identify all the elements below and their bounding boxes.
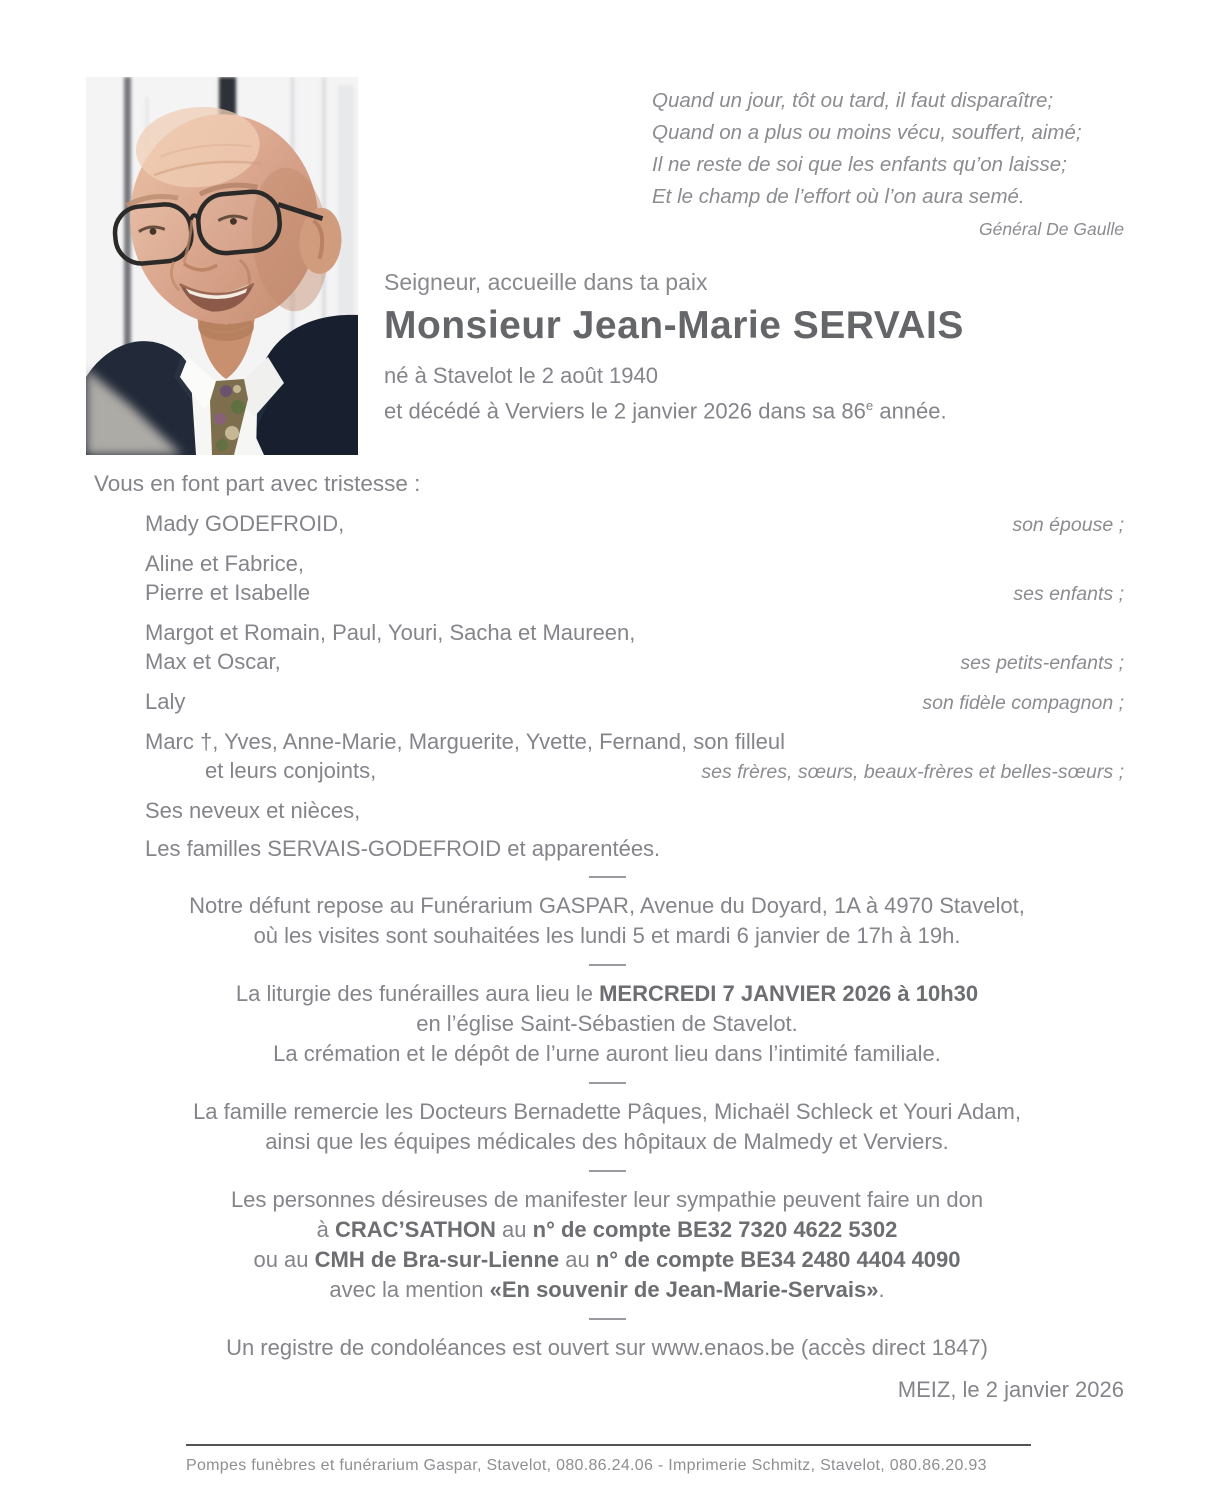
section-divider <box>589 876 626 878</box>
family-names: Les familles SERVAIS-GODEFROID et apparentées. <box>145 836 661 861</box>
donation-line: ou au CMH de Bra-sur-Lienne au n° de compte BE34 2480 4404 4090 <box>253 1247 961 1272</box>
top-right-column <box>358 77 1124 455</box>
relation-label: son épouse ; <box>1012 514 1124 536</box>
family-entry <box>145 618 1124 678</box>
liturgy-line: en l’église Saint-Sébastien de Stavelot. <box>416 1011 798 1036</box>
family-entry <box>145 727 1124 787</box>
relation-label: ses enfants ; <box>1013 583 1124 605</box>
family-entry <box>145 687 1124 718</box>
family-names: Margot et Romain, Paul, Youri, Sacha et Maureen, <box>145 620 636 645</box>
family-entry <box>145 509 1124 540</box>
family-names: Ses neveux et nièces, <box>145 798 361 823</box>
family-entries <box>90 509 1124 863</box>
quote-line: Quand on a plus ou moins vécu, souffert, aimé; <box>652 121 1082 144</box>
donation-mention: «En souvenir de Jean-Marie-Servais» <box>489 1277 879 1302</box>
family-names: Mady GODEFROID, <box>145 511 345 536</box>
family-names: Aline et Fabrice, <box>145 551 304 576</box>
family-names: Marc †, Yves, Anne-Marie, Marguerite, Yvette, Fernand, son filleul <box>145 729 785 754</box>
register-line: Un registre de condoléances est ouvert sur www.enaos.be (accès direct 1847) <box>226 1335 988 1360</box>
thanks-line: La famille remercie les Docteurs Bernadette Pâques, Michaël Schleck et Youri Adam, <box>193 1099 1021 1124</box>
birth-line: né à Stavelot le 2 août 1940 <box>384 363 658 388</box>
portrait-photo <box>86 77 358 455</box>
portrait-illustration <box>86 77 358 455</box>
family-names: et leurs conjoints, <box>205 758 377 783</box>
relation-label: ses petits-enfants ; <box>960 652 1124 674</box>
repose-line: Notre défunt repose au Funérarium GASPAR, Avenue du Doyard, 1A à 4970 Stavelot, <box>189 893 1025 918</box>
section-divider <box>589 964 626 966</box>
liturgy-line: La crémation et le dépôt de l’urne auront lieu dans l’intimité familiale. <box>273 1041 941 1066</box>
vital-dates <box>384 361 1124 426</box>
section-divider <box>589 1318 626 1320</box>
donation-line: à CRAC’SATHON au n° de compte BE32 7320 4622 5302 <box>316 1217 898 1242</box>
donation-account: n° de compte BE34 2480 4404 4090 <box>595 1247 961 1272</box>
donation-org: CRAC’SATHON <box>335 1217 496 1242</box>
thanks-line: ainsi que les équipes médicales des hôpitaux de Malmedy et Verviers. <box>265 1129 949 1154</box>
donation-org: CMH de Bra-sur-Lienne <box>314 1247 560 1272</box>
liturgy-line: La liturgie des funérailles aura lieu le MERCREDI 7 JANVIER 2026 à 10h30 <box>235 981 979 1006</box>
details-sections <box>0 876 1214 1405</box>
quote-author: Général De Gaulle <box>979 219 1124 239</box>
family-entry <box>145 834 1124 863</box>
funeral-date: MERCREDI 7 JANVIER 2026 à 10h30 <box>599 981 979 1006</box>
relation-label: son fidèle compagnon ; <box>922 692 1124 714</box>
footer-rule <box>186 1444 1031 1446</box>
quote-line: Quand un jour, tôt ou tard, il faut disparaître; <box>652 89 1054 112</box>
greeting-line: Seigneur, accueille dans ta paix <box>384 269 708 295</box>
death-line: et décédé à Verviers le 2 janvier 2026 dans sa 86e année. <box>384 398 947 424</box>
top-section <box>0 0 1214 455</box>
section-divider <box>589 1170 626 1172</box>
family-names: Pierre et Isabelle <box>145 580 311 605</box>
relation-label: ses frères, sœurs, beaux-frères et belles-sœurs ; <box>701 761 1124 783</box>
place-dateline: MEIZ, le 2 janvier 2026 <box>897 1377 1124 1402</box>
quote-line: Et le champ de l’effort où l’on aura semé. <box>652 185 1025 208</box>
section-divider <box>589 1082 626 1084</box>
family-intro: Vous en font part avec tristesse : <box>94 471 421 496</box>
family-section <box>0 469 1214 863</box>
quote-line: Il ne reste de soi que les enfants qu’on laisse; <box>652 153 1067 176</box>
age-superscript: e <box>865 398 874 413</box>
quote-block <box>652 77 1124 241</box>
donation-line: avec la mention «En souvenir de Jean-Marie-Servais». <box>329 1277 885 1302</box>
donation-account: n° de compte BE32 7320 4622 5302 <box>532 1217 898 1242</box>
deceased-name: Monsieur Jean-Marie SERVAIS <box>384 304 964 347</box>
donation-line: Les personnes désireuses de manifester leur sympathie peuvent faire un don <box>230 1187 984 1212</box>
family-names: Max et Oscar, <box>145 649 281 674</box>
footer <box>186 1444 1034 1475</box>
repose-line: où les visites sont souhaitées les lundi 5 et mardi 6 janvier de 17h à 19h. <box>253 923 961 948</box>
family-entry <box>145 549 1124 609</box>
footer-text: Pompes funèbres et funérarium Gaspar, Stavelot, 080.86.24.06 - Imprimerie Schmitz, Stavelot, 080.86.20.93 <box>186 1457 987 1474</box>
family-names: Laly <box>145 689 186 714</box>
family-entry <box>145 796 1124 825</box>
